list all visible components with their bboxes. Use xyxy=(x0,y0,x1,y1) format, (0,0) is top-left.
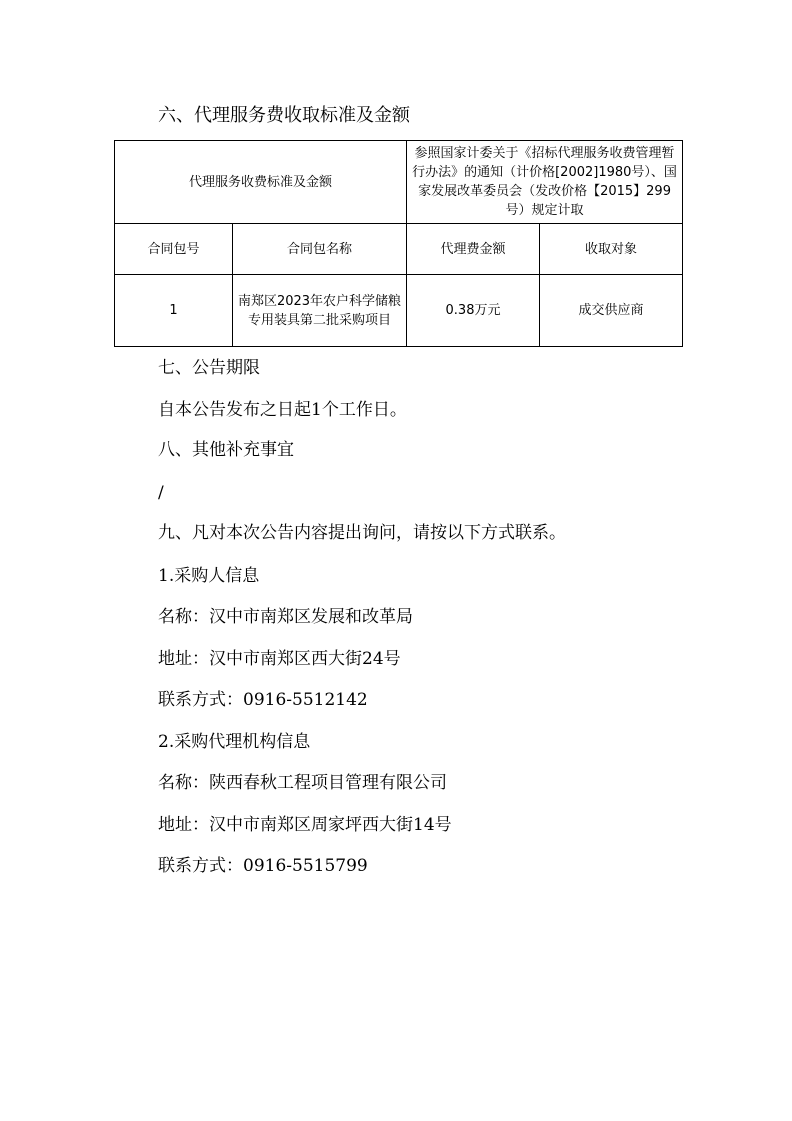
agency-address: 地址：汉中市南郑区周家坪西大街14号 xyxy=(158,815,452,835)
table-header-row xyxy=(115,224,683,275)
purchaser-address: 地址：汉中市南郑区西大街24号 xyxy=(158,649,401,669)
fee-standard-label: 代理服务收费标准及金额 xyxy=(115,141,407,224)
section-8-text: / xyxy=(158,483,164,503)
header-fee-amount: 代理费金额 xyxy=(407,224,540,275)
agency-name: 名称：陕西春秋工程项目管理有限公司 xyxy=(158,773,447,793)
header-payer: 收取对象 xyxy=(540,224,683,275)
agency-contact: 联系方式：0916-5515799 xyxy=(158,856,368,876)
agency-heading: 2.采购代理机构信息 xyxy=(158,732,311,752)
cell-package-no: 1 xyxy=(115,275,233,347)
fee-standard-row xyxy=(115,141,683,224)
section-7-text: 自本公告发布之日起1个工作日。 xyxy=(158,400,407,420)
section-6-title: 六、代理服务费收取标准及金额 xyxy=(158,105,410,126)
cell-package-name: 南郑区2023年农户科学储粮专用装具第二批采购项目 xyxy=(233,275,407,347)
header-package-no: 合同包号 xyxy=(115,224,233,275)
agency-fee-table xyxy=(114,140,683,347)
cell-fee-amount: 0.38万元 xyxy=(407,275,540,347)
table-row xyxy=(115,275,683,347)
purchaser-name: 名称：汉中市南郑区发展和改革局 xyxy=(158,607,413,627)
purchaser-contact: 联系方式：0916-5512142 xyxy=(158,690,368,710)
purchaser-heading: 1.采购人信息 xyxy=(158,566,260,586)
section-8-title: 八、其他补充事宜 xyxy=(158,440,294,460)
section-7-title: 七、公告期限 xyxy=(158,358,260,378)
header-package-name: 合同包名称 xyxy=(233,224,407,275)
fee-standard-text: 参照国家计委关于《招标代理服务收费管理暂行办法》的通知（计价格[2002]1980号）、国家发展改革委员会（发改价格【2015】299号）规定计取 xyxy=(407,141,683,224)
section-9-title: 九、凡对本次公告内容提出询问，请按以下方式联系。 xyxy=(158,523,566,543)
cell-payer: 成交供应商 xyxy=(540,275,683,347)
